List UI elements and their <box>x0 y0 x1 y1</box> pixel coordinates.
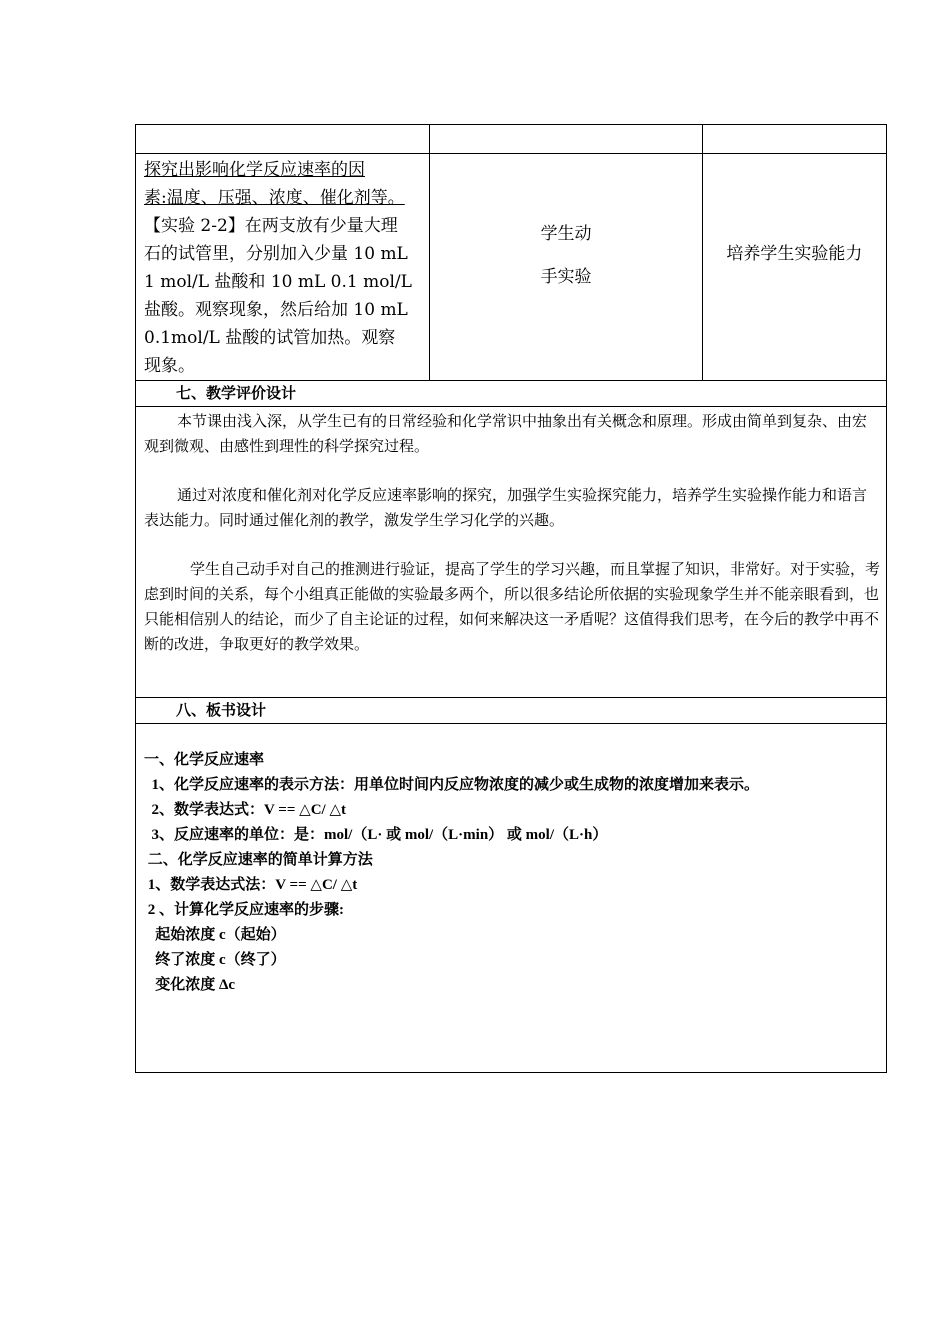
experiment-description-cell <box>136 154 430 381</box>
intro-line: 素:温度、压强、浓度、催化剂等。 <box>144 188 405 208</box>
board-line: 3、反应速率的单位：是：mol/（L· 或 mol/（L·min） 或 mol/（L·h） <box>144 827 608 843</box>
evaluation-cell <box>136 407 887 698</box>
board-line: 一、化学反应速率 <box>144 752 265 768</box>
table-top-row <box>136 125 887 154</box>
section7-header-row <box>136 381 887 407</box>
experiment-text-line: 0.1mol/L 盐酸的试管加热。观察 <box>144 328 396 348</box>
experiment-text-line: 【实验 2-2】在两支放有少量大理 <box>144 216 398 236</box>
board-line: 变化浓度 Δc <box>144 977 236 993</box>
board-line: 1、化学反应速率的表示方法：用单位时间内反应物浓度的减少或生成物的浓度增加来表示。 <box>144 777 760 793</box>
empty-cell <box>430 125 702 154</box>
board-line: 二、化学反应速率的简单计算方法 <box>144 852 373 868</box>
board-line: 2 、计算化学反应速率的步骤: <box>144 902 344 918</box>
evaluation-paragraph: 通过对浓度和催化剂对化学反应速率影响的探究，加强学生实验探究能力，培养学生实验操作能力和语言表达能力。同时通过催化剂的教学，激发学生学习化学的兴趣。 <box>144 486 868 529</box>
lesson-plan-table <box>135 124 887 1073</box>
experiment-text-line: 盐酸。观察现象，然后给加 10 mL <box>144 300 408 320</box>
experiment-text-line: 石的试管里，分别加入少量 10 mL <box>144 244 408 264</box>
board-line: 终了浓度 c（终了） <box>144 952 286 968</box>
board-line: 起始浓度 c（起始） <box>144 927 286 943</box>
experiment-row <box>136 154 887 381</box>
board-line: 2、数学表达式：V == △C/ △t <box>144 802 346 818</box>
section8-header-row <box>136 698 887 724</box>
evaluation-paragraph: 学生自己动手对自己的推测进行验证，提高了学生的学习兴趣，而且掌握了知识，非常好。对于实验，考虑到时间的关系，每个小组真正能做的实验最多两个，所以很多结论所依据的实验现象学生并不能亲眼看到，也只能相信别人的结论，而少了自主论证的过程，如何来解决这一矛盾呢？这值得我们思考，在今后的教学中再不断的改进，争取更好的教学效果。 <box>144 560 881 653</box>
board-line: 1、数学表达式法：V == △C/ △t <box>144 877 358 893</box>
student-activity-cell <box>430 154 702 381</box>
section8-title: 八、板书设计 <box>136 698 887 724</box>
student-activity-line: 手实验 <box>540 267 592 287</box>
experiment-text-line: 1 mol/L 盐酸和 10 mL 0.1 mol/L <box>144 272 412 292</box>
student-activity-line: 学生动 <box>540 224 592 244</box>
section7-body-row <box>136 407 887 698</box>
design-intent-cell <box>702 154 886 381</box>
blackboard-design-cell <box>136 724 887 1073</box>
empty-cell <box>702 125 886 154</box>
design-intent-text: 培养学生实验能力 <box>726 244 863 264</box>
intro-line: 探究出影响化学反应速率的因 <box>144 160 365 180</box>
section7-title: 七、教学评价设计 <box>136 381 887 407</box>
section8-body-row <box>136 724 887 1073</box>
evaluation-paragraph: 本节课由浅入深，从学生已有的日常经验和化学常识中抽象出有关概念和原理。形成由简单到复杂、由宏观到微观、由感性到理性的科学探究过程。 <box>144 412 868 455</box>
experiment-text-line: 现象。 <box>144 356 195 376</box>
empty-cell <box>136 125 430 154</box>
